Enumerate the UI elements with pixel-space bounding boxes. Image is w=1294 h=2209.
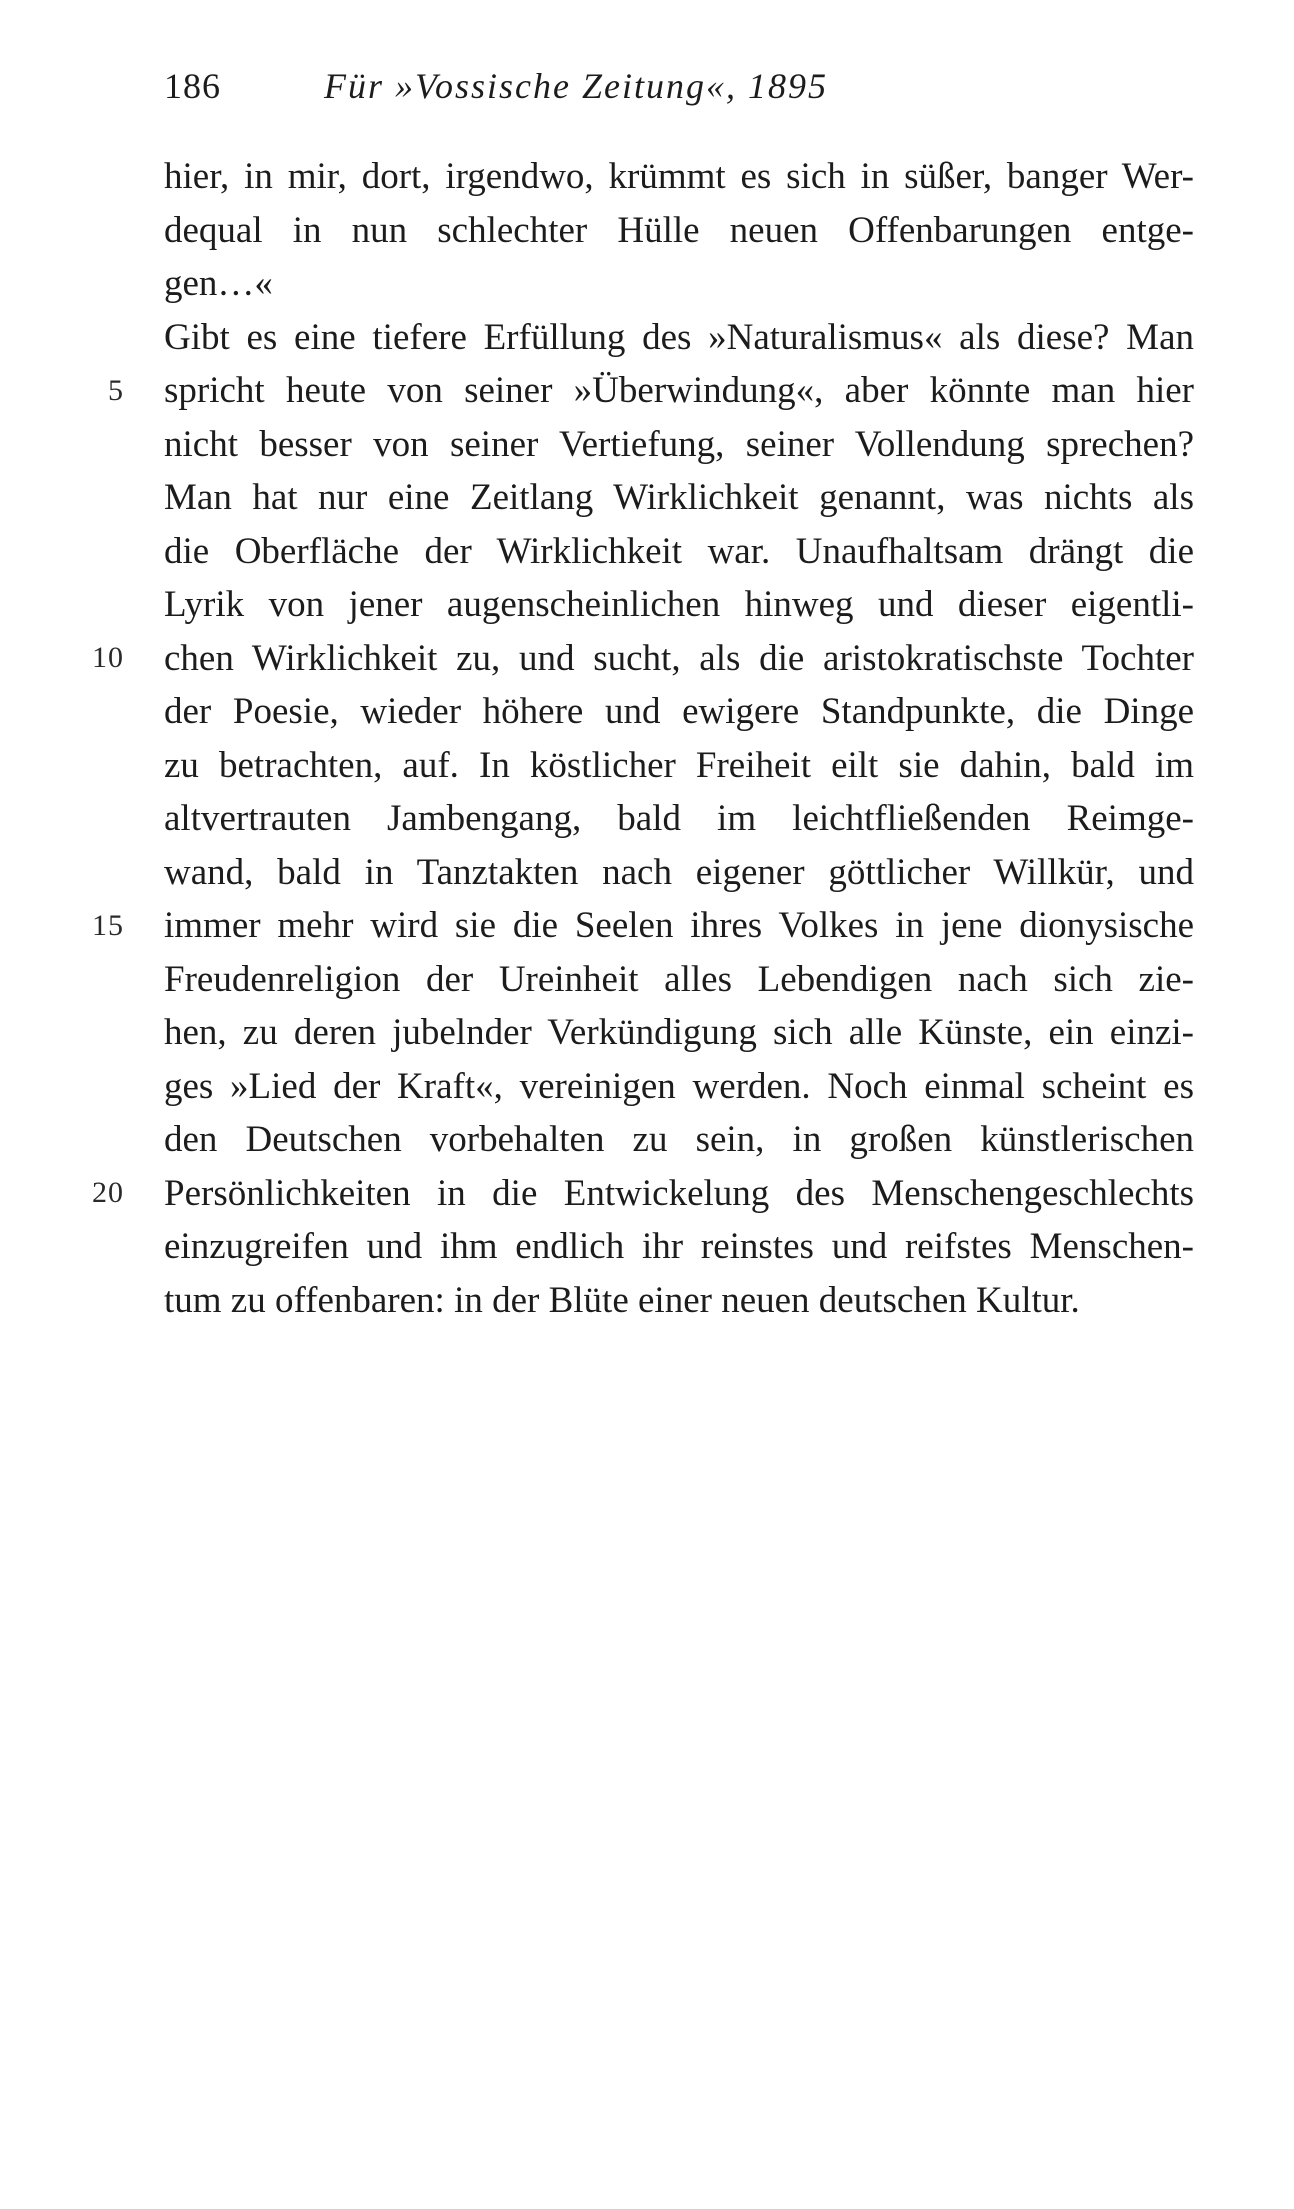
body-text xyxy=(164,150,1194,1327)
text-line-15: immer mehr wird sie die Seelen ihres Volkes in jene dionysische xyxy=(164,905,1194,946)
text-line-5: spricht heute von seiner »Überwindung«, aber könnte man hier xyxy=(164,370,1194,411)
line-number-15: 15 xyxy=(92,909,124,942)
text-line-4: Gibt es eine tiefere Erfüllung des »Naturalismus« als diese? Man xyxy=(164,316,1194,358)
text-line-8: die Oberfläche der Wirklichkeit war. Unaufhaltsam drängt die xyxy=(164,530,1194,572)
text-line-7: Man hat nur eine Zeitlang Wirklichkeit genannt, was nichts als xyxy=(164,477,1194,518)
text-line-12: zu betrachten, auf. In köstlicher Freiheit eilt sie dahin, bald im xyxy=(164,744,1194,786)
text-line-6: nicht besser von seiner Vertiefung, seiner Vollendung sprechen? xyxy=(164,423,1194,465)
text-line-11: der Poesie, wieder höhere und ewigere Standpunkte, die Dinge xyxy=(164,691,1194,732)
text-line-13: altvertrauten Jambengang, bald im leichtfließenden Reimge- xyxy=(164,798,1194,839)
text-line-9: Lyrik von jener augenscheinlichen hinweg und dieser eigentli- xyxy=(164,584,1194,625)
text-line-2: dequal in nun schlechter Hülle neuen Offenbarungen entge- xyxy=(164,209,1194,251)
text-line-3: gen…« xyxy=(164,263,273,304)
text-line-21: einzugreifen und ihm endlich ihr reinstes und reifstes Menschen- xyxy=(164,1226,1194,1267)
running-head xyxy=(164,56,828,116)
text-line-20: Persönlichkeiten in die Entwickelung des Menschengeschlechts xyxy=(164,1172,1194,1214)
text-line-18: ges »Lied der Kraft«, vereinigen werden. Noch einmal scheint es xyxy=(164,1065,1194,1107)
line-number-20: 20 xyxy=(92,1176,124,1209)
text-line-14: wand, bald in Tanztakten nach eigener göttlicher Willkür, und xyxy=(164,851,1194,893)
text-line-22: tum zu offenbaren: in der Blüte einer neuen deutschen Kultur. xyxy=(164,1279,1080,1321)
running-title: Für »Vossische Zeitung«, 1895 xyxy=(324,66,828,106)
text-line-19: den Deutschen vorbehalten zu sein, in großen künstlerischen xyxy=(164,1119,1194,1160)
text-line-10: chen Wirklichkeit zu, und sucht, als die aristokratischste Tochter xyxy=(164,637,1194,679)
text-line-16: Freudenreligion der Ureinheit alles Lebendigen nach sich zie- xyxy=(164,958,1194,1000)
page-number: 186 xyxy=(164,66,221,106)
line-number-5: 5 xyxy=(108,374,124,407)
text-line-1: hier, in mir, dort, irgendwo, krümmt es sich in süßer, banger Wer- xyxy=(164,156,1194,197)
text-line-17: hen, zu deren jubelnder Verkündigung sich alle Künste, ein einzi- xyxy=(164,1012,1194,1053)
line-number-10: 10 xyxy=(92,641,124,674)
